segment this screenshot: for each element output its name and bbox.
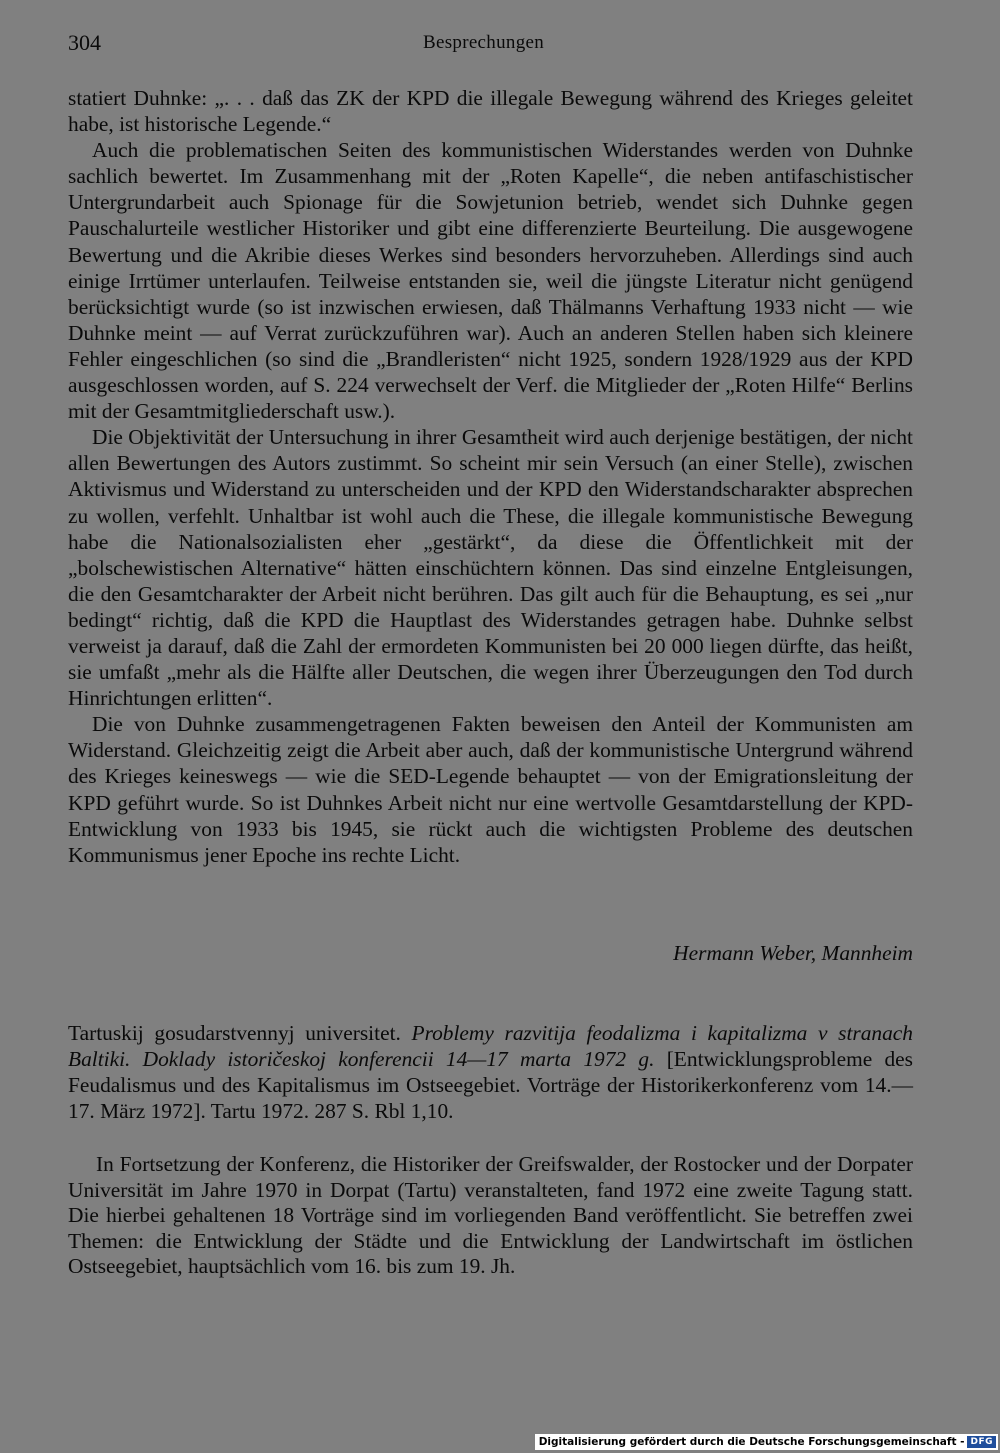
review-paragraph-2: Auch die problematischen Seiten des kommunistischen Widerstandes werden von Duhnke sachlich bewertet. Im Zusammenhang mit der „Roten Kapelle“, die neben antifaschistischer Untergrundarbeit auch Spionage für die Sowjetunion betrieb, wendet sich Duhnke gegen Pauschalurteile westlicher Historiker und gibt eine differenzierte Beurteilung. Die ausgewogene Bewertung und die Akribie dieses Werkes sind besonders hervorzuheben. Allerdings sind auch einige Irrtümer unterlaufen. Teilweise entstanden sie, weil die jüngste Literatur nicht genügend berücksichtigt wurde (so ist inzwischen erwiesen, daß Thälmanns Verhaftung 1933 nicht — wie Duhnke meint — auf Verrat zurückzuführen war). Auch an anderen Stellen haben sich kleinere Fehler eingeschlichen (so sind die „Brandleristen“ nicht 1925, sondern 1928/1929 aus der KPD ausgeschlossen worden, auf S. 224 verwechselt der Verf. die Mitglieder der „Roten Hilfe“ Berlins mit der Gesamtmitgliederschaft usw.). (68, 138, 913, 424)
second-review-paragraph: In Fortsetzung der Konferenz, die Historiker der Greifswalder, der Rostocker und der Dorpater Universität im Jahre 1970 in Dorpat (Tartu) veranstalteten, fand 1972 eine zweite Tagung statt. Die hierbei gehaltenen 18 Vorträge sind im vorliegenden Band veröffentlicht. Sie betreffen zwei Themen: die Entwicklung der Städte und die Entwicklung der Landwirtschaft im östlichen Ostseegebiet, hauptsächlich vom 16. bis zum 19. Jh. (68, 1152, 913, 1279)
footer-text: Digitalisierung gefördert durch die Deutsche Forschungsgemeinschaft - (538, 1436, 965, 1448)
bibliographic-entry (68, 1020, 913, 1124)
review-paragraph-4: Die von Duhnke zusammengetragenen Fakten beweisen den Anteil der Kommunisten am Widerstand. Gleichzeitig zeigt die Arbeit aber auch, daß der kommunistische Untergrund während des Krieges keineswegs — wie die SED-Legende behauptet — von der Emigrationsleitung der KPD geführt wurde. So ist Duhnkes Arbeit nicht nur eine wertvolle Gesamtdarstellung der KPD-Entwicklung von 1933 bis 1945, sie rückt auch die wichtigsten Probleme des deutschen Kommunismus jener Epoche ins rechte Licht. (68, 712, 913, 867)
review-body (68, 85, 913, 868)
biblio-title: Problemy razvitija feodalizma i kapitalizma v stranach Baltiki. Doklady istoričeskoj konferencii 14—17 marta 1972 g. (68, 1021, 913, 1071)
biblio-details: [Entwicklungsprobleme des Feudalismus und des Kapitalismus im Ostseegebiet. Vorträge der Historikerkonferenz vom 14.—17. März 1972]. Tartu 1972. 287 S. Rbl 1,10. (68, 1047, 913, 1123)
page-header (68, 30, 913, 60)
reviewer-signature: Hermann Weber, Mannheim (673, 941, 913, 965)
digitization-footer (535, 1434, 998, 1450)
review-paragraph-3: Die Objektivität der Untersuchung in ihrer Gesamtheit wird auch derjenige bestätigen, der nicht allen Bewertungen des Autors zustimmt. So scheint mir sein Versuch (an einer Stelle), zwischen Aktivismus und Widerstand zu unterscheiden und der KPD den Widerstandscharakter absprechen zu wollen, verfehlt. Unhaltbar ist wohl auch die These, die illegale kommunistische Bewegung habe die Nationalsozialisten eher „gestärkt“, da diese die Öffentlichkeit mit der „bolschewistischen Alternative“ hätten einschüchtern können. Das sind einzelne Entgleisungen, die den Gesamtcharakter der Arbeit nicht berühren. Das gilt auch für die Behauptung, es sei „nur bedingt“ richtig, daß die KPD die Hauptlast des Widerstandes getragen habe. Duhnke selbst verweist ja darauf, daß die Zahl der ermordeten Kommunisten bei 20 000 liegen dürfte, das heißt, sie umfaßt „mehr als die Hälfte aller Deutschen, die wegen ihrer Überzeugungen den Tod durch Hinrichtungen erlitten“. (68, 425, 913, 711)
running-head: Besprechungen (423, 32, 545, 53)
biblio-publisher: Tartuskij gosudarstvennyj universitet. (68, 1021, 401, 1045)
page-number: 304 (68, 30, 101, 55)
review-paragraph-1: statiert Duhnke: „. . . daß das ZK der KPD die illegale Bewegung während des Krieges geleitet habe, ist historische Legende.“ (68, 86, 913, 137)
dfg-logo-icon: DFG (967, 1436, 996, 1448)
